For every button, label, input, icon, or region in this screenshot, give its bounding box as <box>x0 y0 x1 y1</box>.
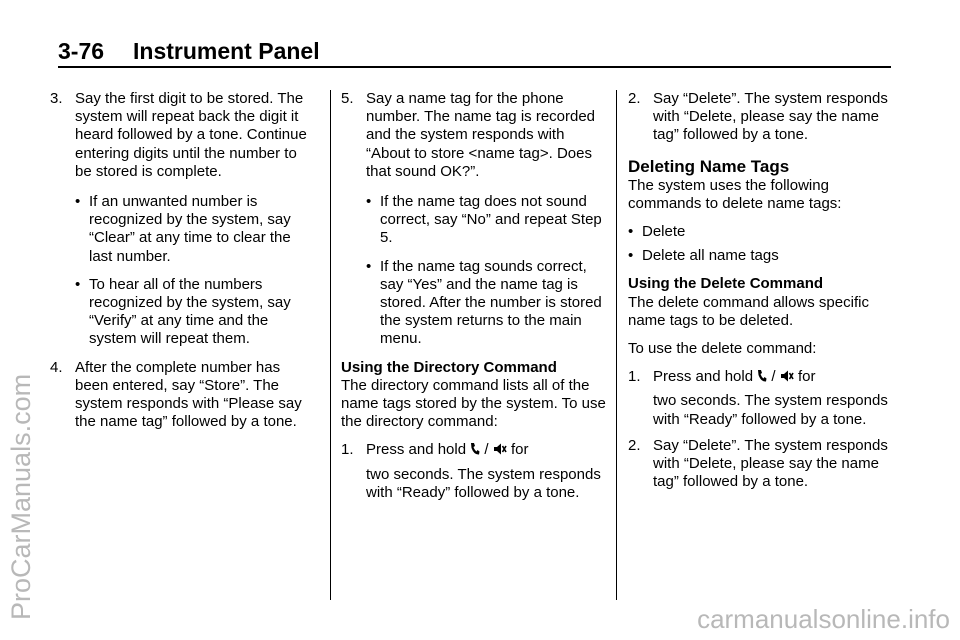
icon-separator: / <box>771 368 776 386</box>
step-text: After the complete number has been entered, say “Store”. The system responds with “Please say the name tag” followed by a tone. <box>75 358 302 431</box>
step-text: Say “Delete”. The system responds with “Delete, please say the name tag” followed by a tone. <box>653 436 888 491</box>
bullet-list <box>341 193 609 349</box>
step-suffix: for <box>510 441 529 459</box>
column-divider <box>330 90 331 600</box>
step-prefix: Press and hold <box>653 368 754 386</box>
step-number: 2. <box>628 90 641 107</box>
step-suffix: for <box>797 368 816 386</box>
column-divider <box>616 90 617 600</box>
page-number: 3-76 <box>58 38 105 64</box>
step-item <box>628 368 898 429</box>
step-text: Say “Delete”. The system responds with “Delete, please say the name tag” followed by a tone. <box>653 90 888 144</box>
icon-separator: / <box>484 441 489 459</box>
paragraph: The directory command lists all of the name tags stored by the system. To use the directory command: <box>341 376 606 431</box>
bullet-glyph: • <box>628 223 634 241</box>
list-item <box>628 223 898 241</box>
step-prefix: Press and hold <box>366 441 467 459</box>
list-item <box>75 193 312 266</box>
step-continuation: two seconds. The system responds with “Ready” followed by a tone. <box>653 392 888 428</box>
step-text: Say the first digit to be stored. The system will repeat back the digit it heard followed by a tone. Continue entering digits until the number to be stored is complete. <box>75 90 307 180</box>
phone-handset-icon <box>470 442 480 456</box>
list-item <box>75 276 312 349</box>
list-item <box>366 258 609 349</box>
bullet-text: If an unwanted number is recognized by the system, say “Clear” at any time to clear the last number. <box>89 193 291 265</box>
page-title: Instrument Panel <box>133 38 320 64</box>
bullet-text: If the name tag sounds correct, say “Yes” and the name tag is stored. After the number is stored the system returns to the main menu. <box>380 257 602 348</box>
step-item <box>628 90 898 145</box>
step-number: 1. <box>628 368 641 386</box>
paragraph: The system uses the following commands to delete name tags: <box>628 176 842 212</box>
step-item <box>50 90 312 181</box>
step-number: 1. <box>341 441 354 459</box>
side-watermark: ProCarManuals.com <box>6 373 36 620</box>
bullet-glyph: • <box>366 193 372 211</box>
list-item <box>366 193 609 248</box>
bullet-glyph: • <box>75 193 81 211</box>
bullet-text: Delete all name tags <box>642 247 779 265</box>
section-heading: Deleting Name Tags <box>628 156 790 176</box>
step-number: 3. <box>50 90 63 107</box>
step-number: 4. <box>50 358 63 376</box>
step-item <box>50 359 312 432</box>
paragraph: To use the delete command: <box>628 340 817 358</box>
step-continuation: two seconds. The system responds with “Ready” followed by a tone. <box>366 465 601 501</box>
step-number: 2. <box>628 436 641 454</box>
bullet-text: Delete <box>642 223 686 241</box>
bullet-list <box>50 193 312 349</box>
speaker-mute-icon <box>780 369 794 383</box>
list-item <box>628 247 898 265</box>
bullet-text: If the name tag does not sound correct, say “No” and repeat Step 5. <box>380 193 602 247</box>
paragraph: The delete command allows specific name tags to be deleted. <box>628 293 869 329</box>
step-item <box>341 90 609 181</box>
step-text <box>653 368 898 429</box>
step-text: Say a name tag for the phone number. The name tag is recorded and the system responds with “About to store <name tag>. Does that sound OK?”. <box>366 90 596 180</box>
column-1 <box>50 90 312 431</box>
page-header <box>58 36 891 68</box>
bullet-glyph: • <box>628 247 634 265</box>
bullet-glyph: • <box>75 275 81 293</box>
step-text <box>366 441 609 502</box>
step-number: 5. <box>341 90 354 107</box>
bullet-text: To hear all of the numbers recognized by the system, say “Verify” at any time and the system will repeat them. <box>89 275 291 348</box>
step-item <box>341 441 609 502</box>
bullet-list <box>628 223 898 265</box>
phone-handset-icon <box>757 369 767 383</box>
subsection-heading: Using the Directory Command <box>341 358 557 376</box>
step-item <box>628 437 898 492</box>
column-3 <box>628 90 898 491</box>
speaker-mute-icon <box>493 442 507 456</box>
bullet-glyph: • <box>366 257 372 275</box>
bottom-watermark: carmanualsonline.info <box>697 604 950 634</box>
column-2 <box>341 90 609 502</box>
subsection-heading: Using the Delete Command <box>628 275 824 293</box>
